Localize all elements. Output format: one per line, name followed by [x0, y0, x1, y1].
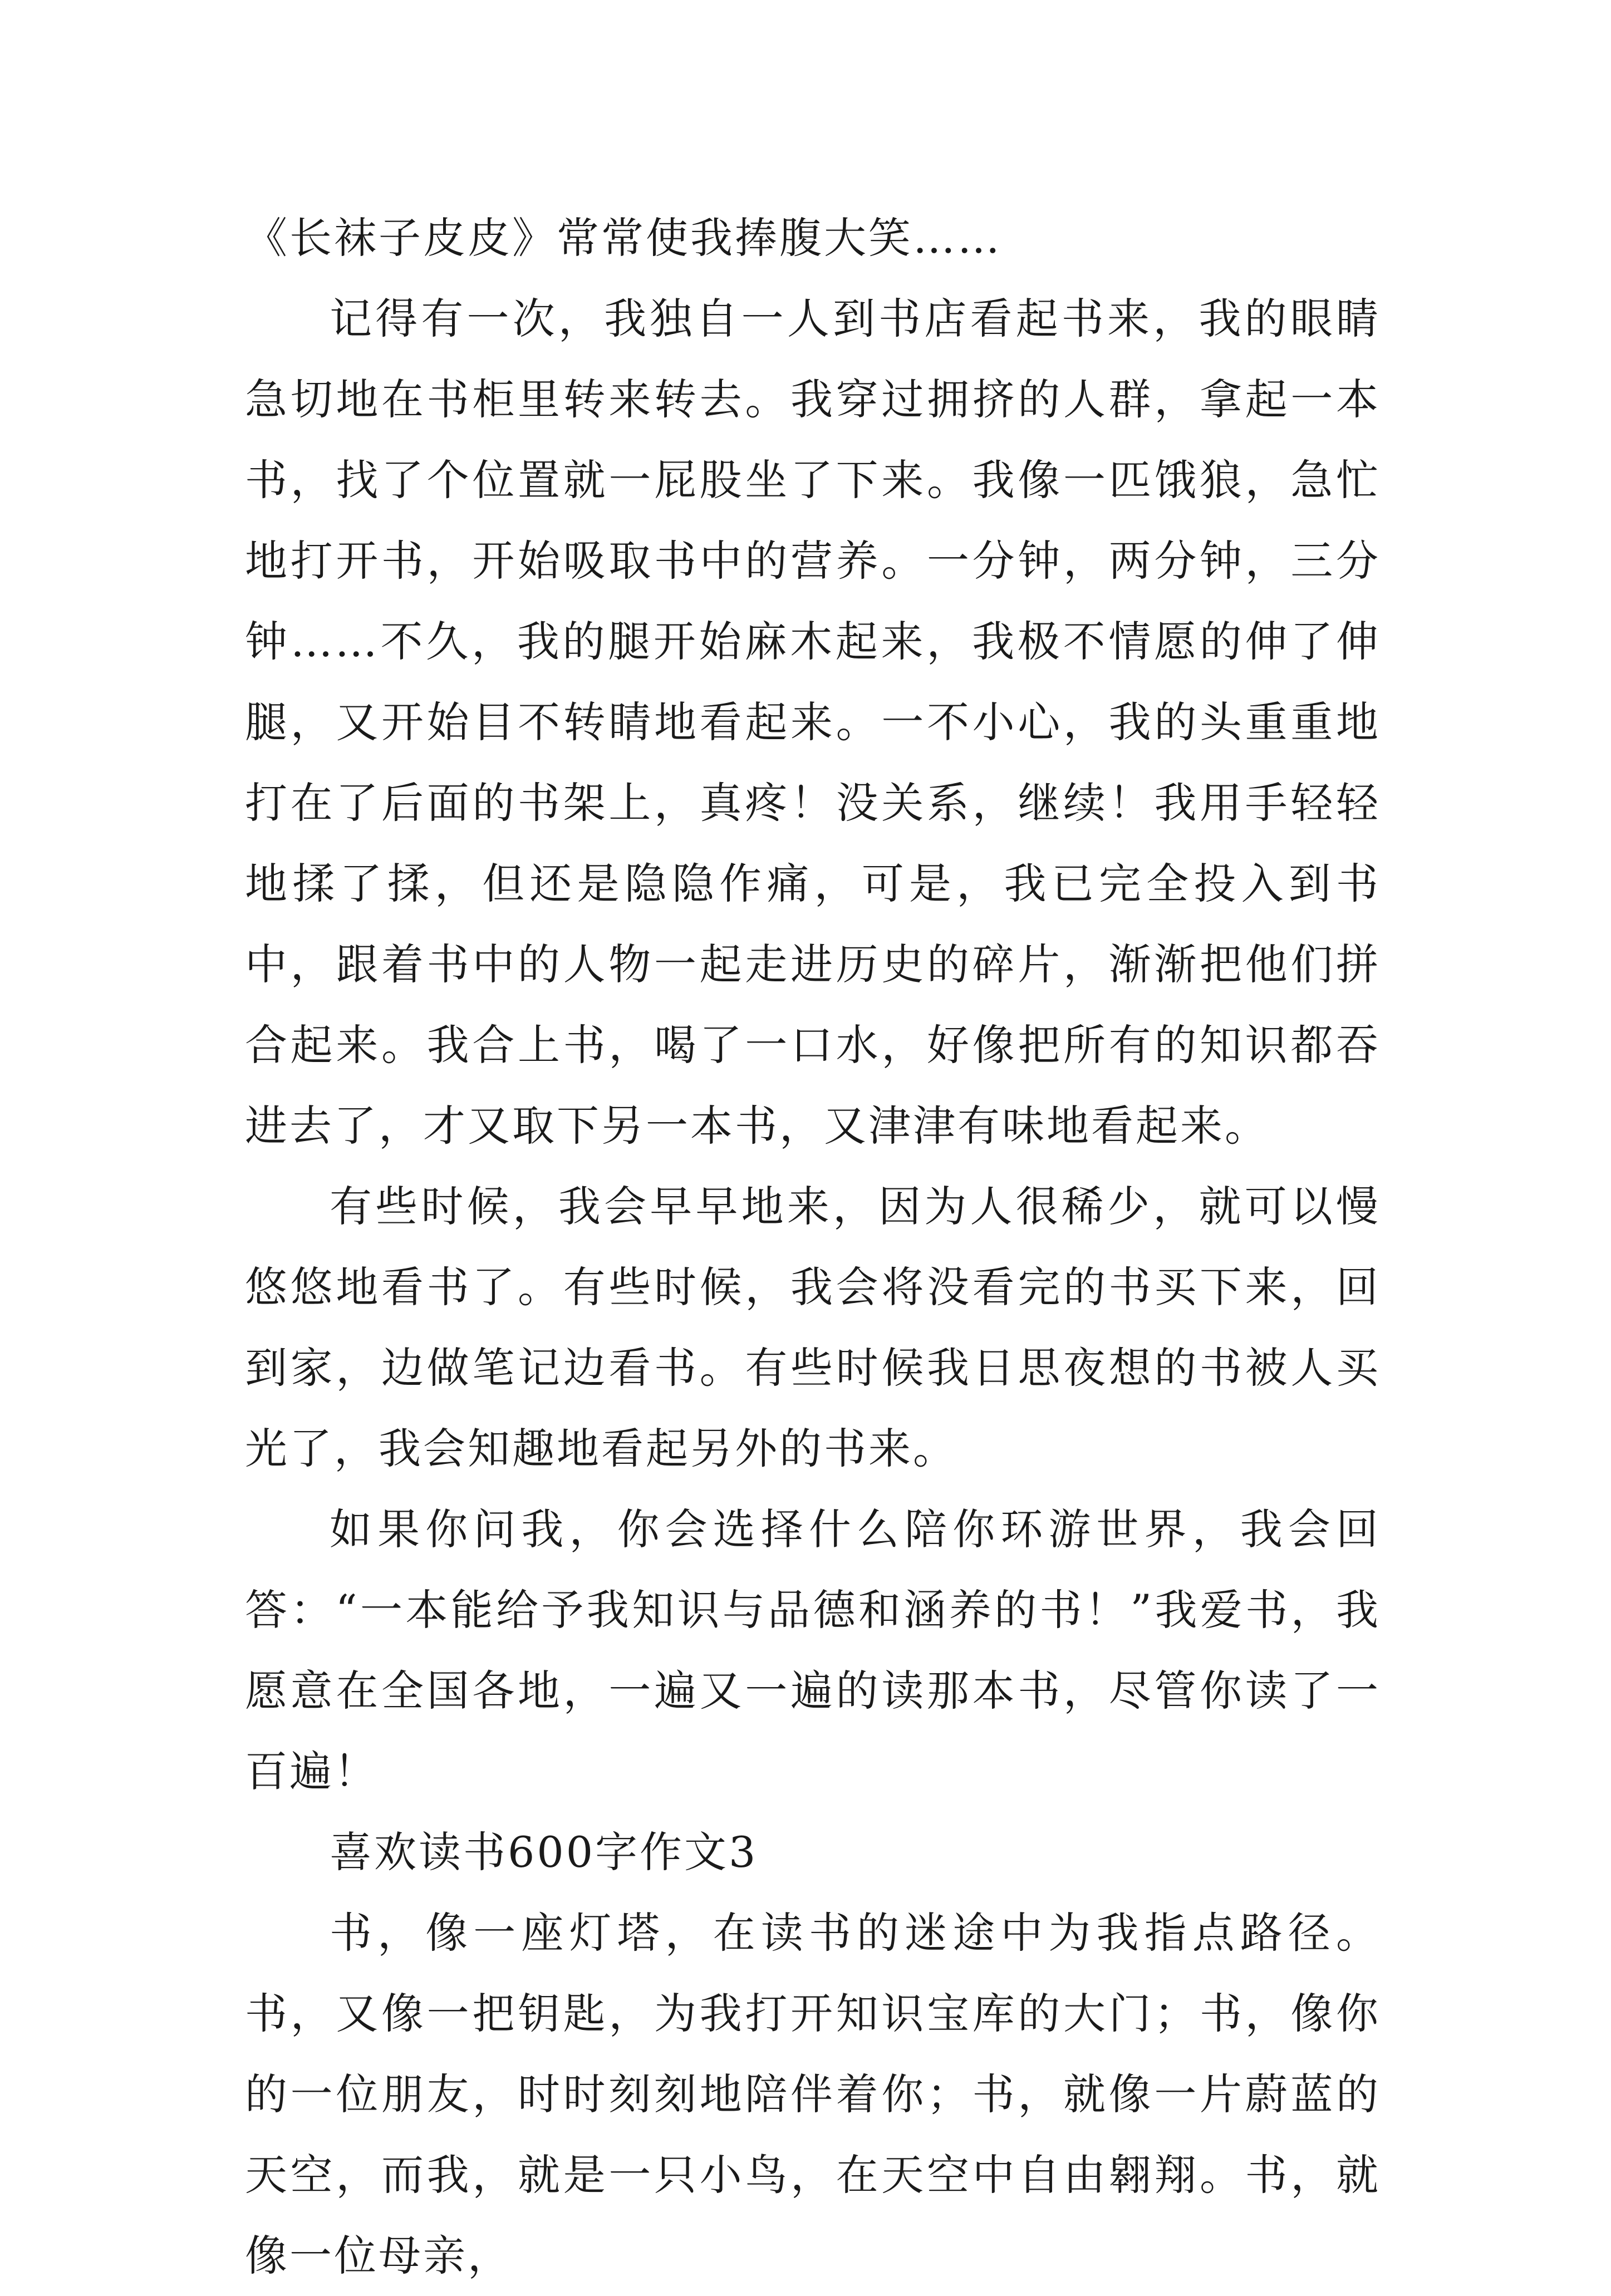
section-heading: 喜欢读书600字作文3 — [330, 1827, 758, 1877]
paragraph-bookstore: 记得有一次，我独自一人到书店看起书来，我的眼睛急切地在书柜里转来转去。我穿过拥挤的人群，拿起一本书，找了个位置就一屁股坐了下来。我像一匹饿狼，急忙地打开书，开始吸取书中的营养。一分钟，两分钟，三分钟……不久，我的腿开始麻木起来，我极不情愿的伸了伸腿，又开始目不转睛地看起来。一不小心，我的头重重地打在了后面的书架上，真疼！没关系，继续！我用手轻轻地揉了揉，但还是隐隐作痛，可是，我已完全投入到书中，跟着书中的人物一起走进历史的碎片，渐渐把他们拼合起来。我合上书，喝了一口水，好像把所有的知识都吞进去了，才又取下另一本书，又津津有味地看起来。 — [245, 294, 1381, 1151]
paragraph-travel: 如果你问我，你会选择什么陪你环游世界，我会回答：“一本能给予我知识与品德和涵养的书！”我爱书，我愿意在全国各地，一遍又一遍的读那本书，尽管你读了一百遍！ — [245, 1505, 1381, 1796]
paragraph-sometimes: 有些时候，我会早早地来，因为人很稀少，就可以慢悠悠地看书了。有些时候，我会将没看完的书买下来，回到家，边做笔记边看书。有些时候我日思夜想的书被人买光了，我会知趣地看起另外的书来。 — [245, 1182, 1381, 1473]
paragraph-continued: 《长袜子皮皮》常常使我捧腹大笑…… — [245, 213, 1002, 263]
paragraph-lighthouse: 书，像一座灯塔，在读书的迷途中为我指点路径。书，又像一把钥匙，为我打开知识宝库的大门；书，像你的一位朋友，时时刻刻地陪伴着你；书，就像一片蔚蓝的天空，而我，就是一只小鸟，在天空中自由翱翔。书，就像一位母亲， — [245, 1908, 1381, 2280]
essay-body — [245, 198, 1381, 2296]
